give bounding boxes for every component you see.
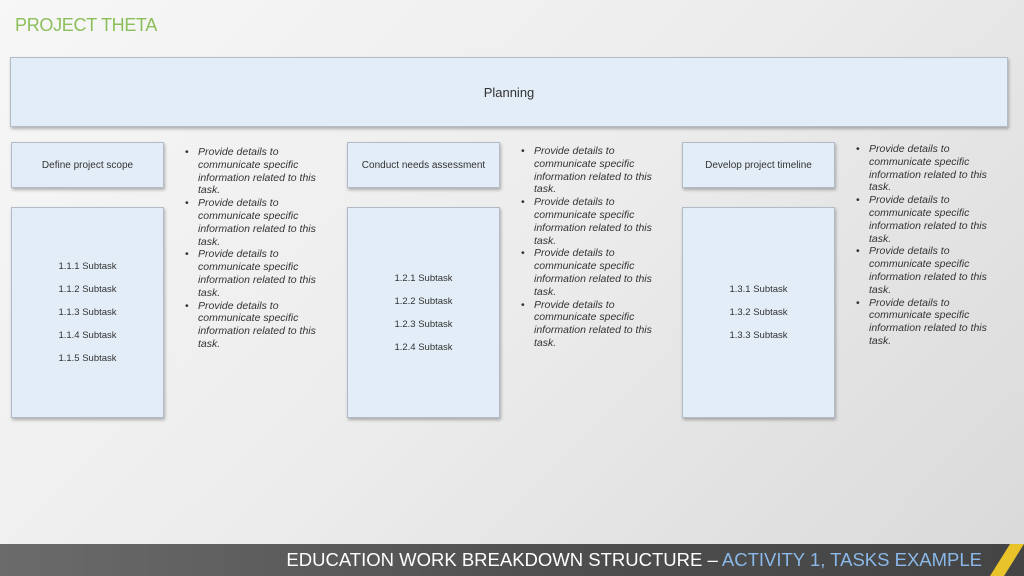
note-item: • Provide details to communicate specific information related to this task. bbox=[519, 247, 654, 298]
subtasks-box-3[interactable] bbox=[682, 207, 835, 418]
task-box-conduct-needs-assessment[interactable] bbox=[347, 142, 500, 188]
footer-title bbox=[286, 549, 982, 571]
note-item: • Provide details to communicate specific information related to this task. bbox=[183, 248, 318, 299]
footer-bar bbox=[0, 544, 1024, 576]
project-title: PROJECT THETA bbox=[15, 15, 158, 35]
note-item: • Provide details to communicate specific information related to this task. bbox=[854, 143, 989, 194]
note-item: • Provide details to communicate specific information related to this task. bbox=[519, 196, 654, 247]
task-label: Conduct needs assessment bbox=[361, 159, 486, 171]
task-label: Define project scope bbox=[41, 159, 134, 171]
note-item: • Provide details to communicate specific information related to this task. bbox=[519, 145, 654, 196]
task-box-define-project-scope[interactable] bbox=[11, 142, 164, 188]
subtask-item: 1.3.2 Subtask bbox=[729, 307, 788, 318]
subtask-item: 1.3.3 Subtask bbox=[729, 330, 788, 341]
task-label: Develop project timeline bbox=[705, 159, 812, 171]
note-item: • Provide details to communicate specific information related to this task. bbox=[183, 197, 318, 248]
subtask-item: 1.2.2 Subtask bbox=[394, 295, 453, 307]
subtask-item: 1.1.1 Subtask bbox=[58, 261, 117, 272]
subtask-item: 1.1.4 Subtask bbox=[58, 330, 117, 341]
note-item: • Provide details to communicate specific information related to this task. bbox=[183, 300, 318, 351]
subtasks-box-2[interactable] bbox=[347, 207, 500, 418]
footer-title-accent: ACTIVITY 1, TASKS EXAMPLE bbox=[721, 549, 982, 570]
planning-label: Planning bbox=[483, 84, 535, 100]
note-item: • Provide details to communicate specific information related to this task. bbox=[183, 146, 318, 197]
task-notes-3 bbox=[854, 143, 989, 348]
planning-box[interactable] bbox=[10, 57, 1008, 127]
subtask-item: 1.1.5 Subtask bbox=[58, 353, 117, 364]
task-box-develop-project-timeline[interactable] bbox=[682, 142, 835, 188]
yellow-stripe-icon bbox=[988, 544, 1024, 576]
subtask-item: 1.3.1 Subtask bbox=[729, 284, 788, 295]
subtasks-box-1[interactable] bbox=[11, 207, 164, 418]
subtask-item: 1.2.3 Subtask bbox=[394, 318, 453, 330]
subtask-item: 1.2.1 Subtask bbox=[394, 272, 453, 284]
task-notes-1 bbox=[183, 146, 318, 351]
subtask-item: 1.1.3 Subtask bbox=[58, 307, 117, 318]
subtask-item: 1.1.2 Subtask bbox=[58, 284, 117, 295]
note-item: • Provide details to communicate specific information related to this task. bbox=[854, 297, 989, 348]
subtask-item: 1.2.4 Subtask bbox=[394, 341, 453, 353]
note-item: • Provide details to communicate specific information related to this task. bbox=[854, 245, 989, 296]
footer-title-main: EDUCATION WORK BREAKDOWN STRUCTURE – bbox=[286, 549, 722, 570]
note-item: • Provide details to communicate specific information related to this task. bbox=[854, 194, 989, 245]
task-notes-2 bbox=[519, 145, 654, 350]
note-item: • Provide details to communicate specific information related to this task. bbox=[519, 299, 654, 350]
